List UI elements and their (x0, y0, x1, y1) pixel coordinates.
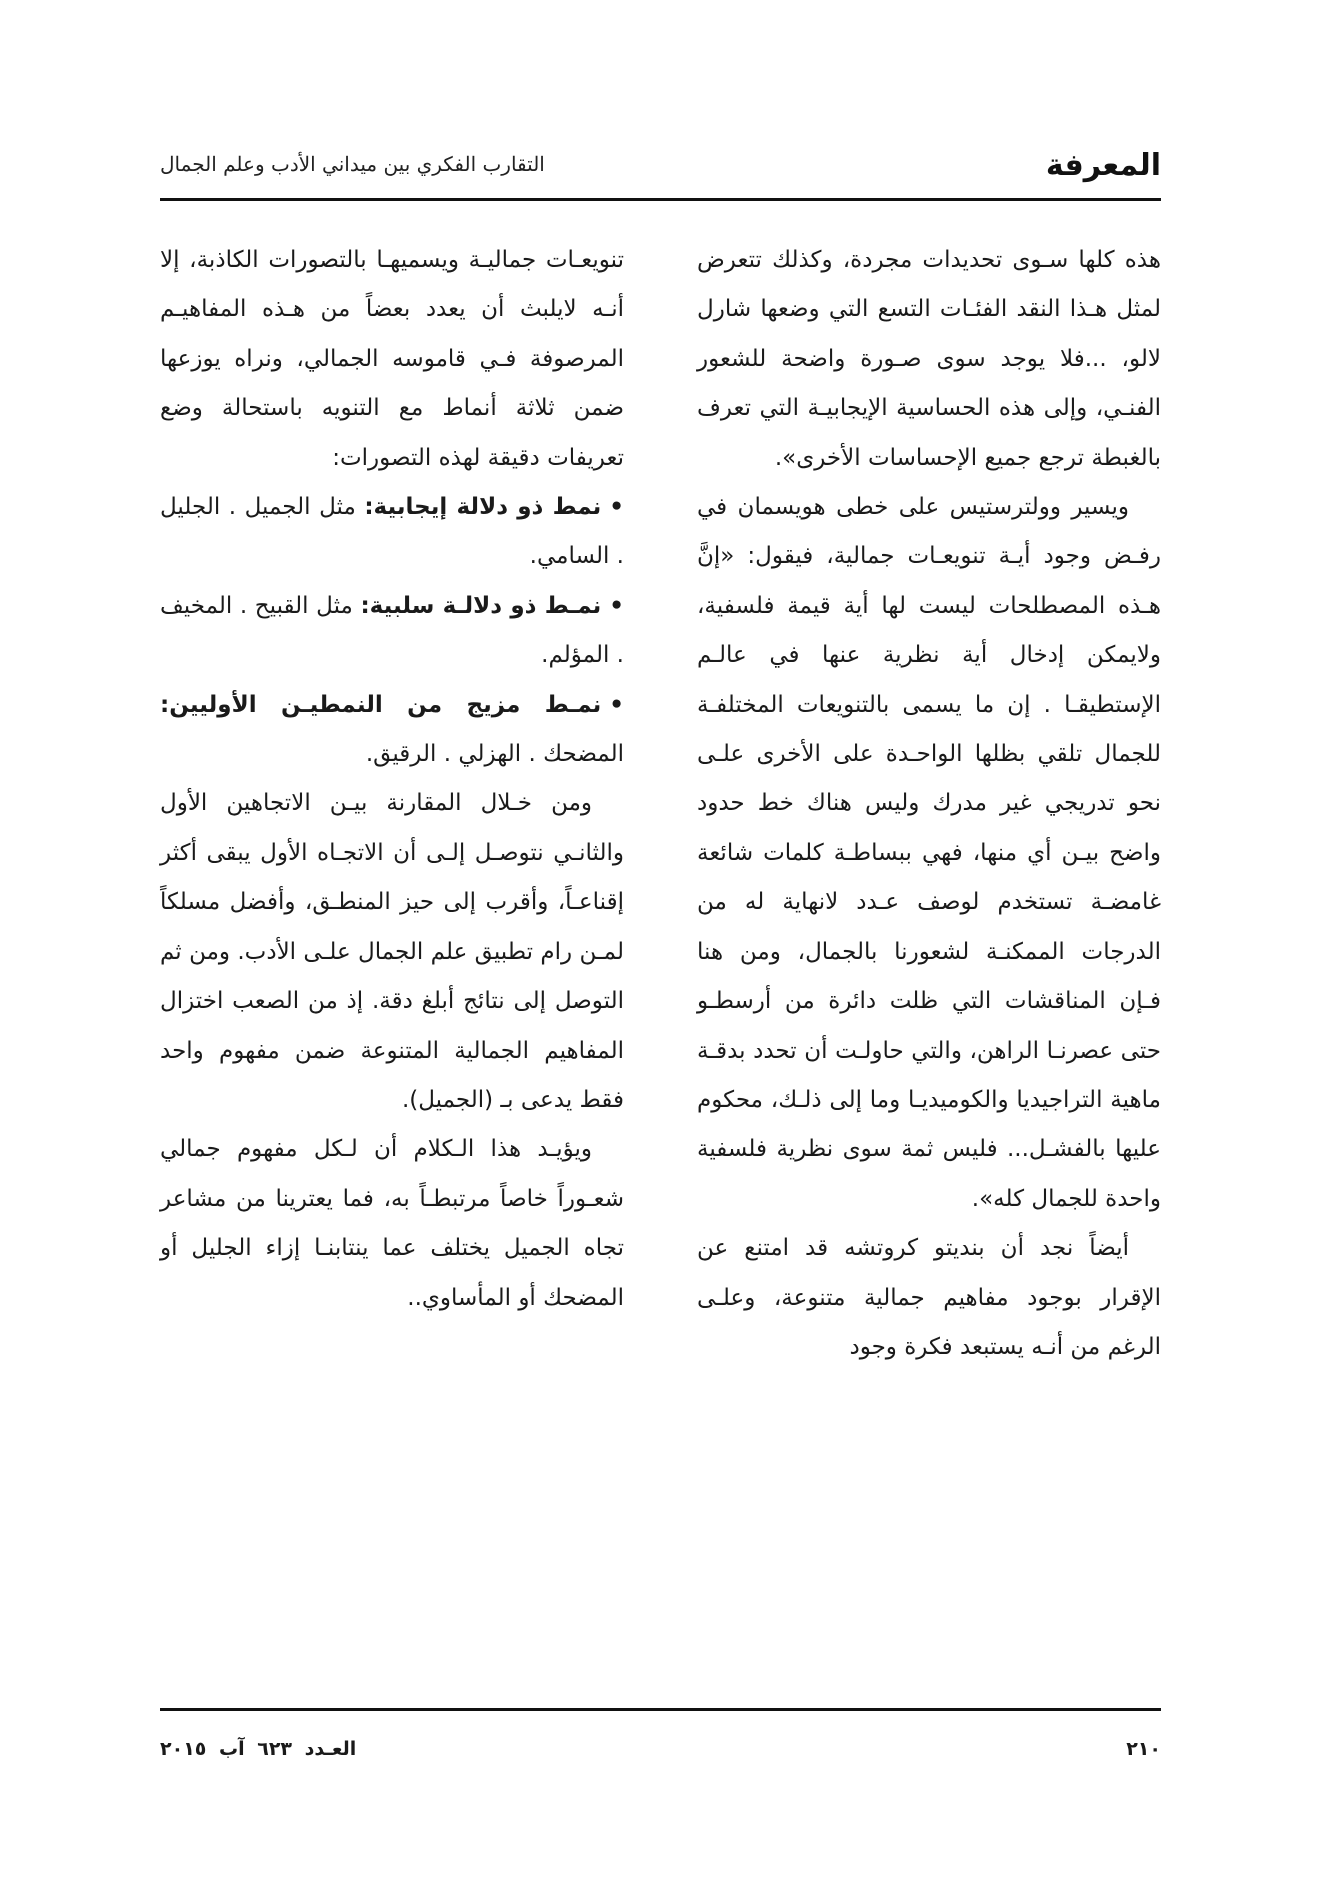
header-rule (160, 198, 1161, 201)
issue-info: العـدد ٦٢٣ آب ٢٠١٥ (160, 1738, 357, 1760)
paragraph: أيضاً نجد أن بنديتو كروتشه قد امتنع عن الإقرار بوجود مفاهيم جمالية متنوعة، وعلـى الرغم من أنـه يستبعد فكرة وجود (697, 1235, 1161, 1360)
running-title: التقارب الفكري بين ميداني الأدب وعلم الجمال (160, 152, 545, 176)
magazine-logo: المعرفة (1045, 148, 1161, 183)
bullet-heading: نمط ذو دلالة إيجابية: (364, 494, 602, 521)
list-item (160, 582, 624, 681)
bullet-heading: نمـط مزيج من النمطيـن الأوليين: (160, 691, 602, 718)
bullet-icon: • (609, 691, 624, 718)
right-column (697, 236, 1161, 1372)
paragraph: هذه كلها سـوى تحديدات مجردة، وكذلك تتعرض لمثل هـذا النقد الفئـات التسع التي وضعها شارل لالو، ...فلا يوجد سوى صـورة واضحة للشعور الفنـي، وإلى هذه الحساسية الإيجابيـة التي تعرف بالغبطة ترجع جميع الإحساسات الأخرى». (697, 247, 1161, 471)
page-number: ٢١٠ (1126, 1738, 1161, 1760)
bullet-icon: • (609, 494, 624, 521)
list-item (160, 681, 624, 780)
paragraph: تنويعـات جماليـة ويسميهـا بالتصورات الكاذبة، إلا أنـه لايلبث أن يعدد بعضاً من هـذه المفاهيـم المرصوفة فـي قاموسه الجمالي، ونراه يوزعها ضمن ثلاثة أنماط مع التنويه باستحالة وضع تعريفات دقيقة لهذه التصورات: (160, 247, 624, 471)
footer-rule (160, 1708, 1161, 1711)
page-header (160, 148, 1161, 192)
paragraph: ويؤيـد هذا الـكلام أن لـكل مفهوم جمالي شعـوراً خاصاً مرتبطـاً به، فما يعترينا من مشاعر تجاه الجميل يختلف عما ينتابنـا إزاء الجليل أو المضحك أو المأساوي.. (160, 1136, 624, 1311)
bullet-heading: نمـط ذو دلالـة سلبية: (360, 592, 602, 619)
bullet-icon: • (609, 592, 624, 619)
bullet-text: مثل الجميل . الجليل . السامي. (160, 494, 624, 570)
page-footer (160, 1738, 1161, 1768)
paragraph: ويسير وولترستيس على خطى هويسمان في رفـض وجود أيـة تنويعـات جمالية، فيقول: «إنَّ هـذه المصطلحات ليست لها أية قيمة فلسفية، ولايمكن إدخال أية نظرية عنها في عالـم الإستطيقـا . إن ما يسمى بالتنويعات المختلفـة للجمال تلقي بظلها الواحـدة على الأخرى علـى نحو تدريجي غير مدرك وليس هناك خط حدود واضح بيـن أي منها، فهي ببساطـة كلمات شائعة غامضـة تستخدم لوصف عـدد لانهاية له من الدرجات الممكنـة لشعورنا بالجمال، ومن هنا فـإن المناقشات التي ظلت دائرة من أرسطـو حتى عصرنـا الراهن، والتي حاولـت أن تحدد بدقـة ماهية التراجيديا والكوميديـا وما إلى ذلـك، محكوم عليها بالفشـل... فليس ثمة سوى نظرية فلسفية واحدة للجمال كله». (697, 494, 1161, 1212)
bullet-text: مثل القبيح . المخيف . المؤلم. (160, 592, 624, 669)
bullet-text: المضحك . الهزلي . الرقيق. (365, 741, 624, 768)
paragraph: ومن خـلال المقارنة بيـن الاتجاهين الأول والثانـي نتوصـل إلـى أن الاتجـاه الأول يبقى أكثر إقناعـاً، وأقرب إلى حيز المنطـق، وأفضل مسلكاً لمـن رام تطبيق علم الجمال علـى الأدب. ومن ثم التوصل إلى نتائج أبلغ دقة. إذ من الصعب اختزال المفاهيم الجمالية المتنوعة ضمن مفهوم واحد فقط يدعى بـ (الجميل). (160, 790, 624, 1113)
list-item (160, 483, 624, 582)
left-column (160, 236, 624, 1323)
